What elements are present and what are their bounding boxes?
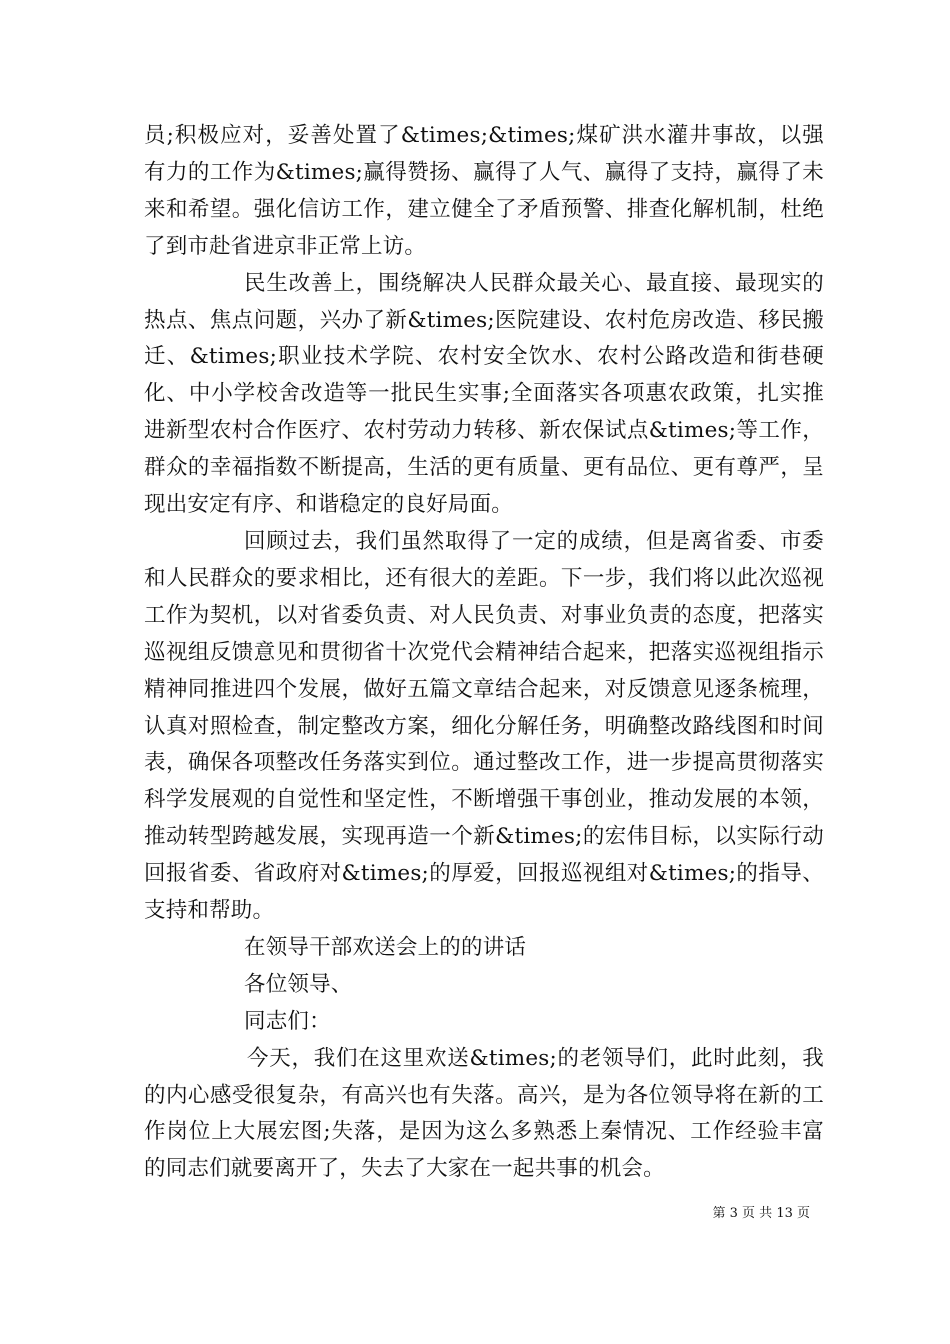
paragraph-2: 民生改善上，围绕解决人民群众最关心、最直接、最现实的热点、焦点问题，兴办了新&times;医院建设、农村危房改造、移民搬迁、&times;职业技术学院、农村安全饮水、农村公路改造和街巷硬化、中小学校舍改造等一批民生实事;全面落实各项惠农政策，扎实推进新型农村合作医疗、农村劳动力转移、新农保试点&times;等工作，群众的幸福指数不断提高，生活的更有质量、更有品位、更有尊严，呈现出安定有序、和谐稳定的良好局面。 [144,270,824,518]
speech-title: 在领导干部欢送会上的的讲话 [244,934,527,960]
paragraph-1: 员;积极应对，妥善处置了&times;&times;煤矿洪水灌井事故，以强有力的工作为&times;赢得赞扬、赢得了人气、赢得了支持，赢得了未来和希望。强化信访工作，建立健全了矛盾预警、排查化解机制，杜绝了到市赴省进京非正常上访。 [144,123,824,259]
paragraph-3: 回顾过去，我们虽然取得了一定的成绩，但是离省委、市委和人民群众的要求相比，还有很大的差距。下一步，我们将以此次巡视工作为契机，以对省委负责、对人民负责、对事业负责的态度，把落实巡视组反馈意见和贯彻省十次党代会精神结合起来，把落实巡视组指示精神同推进四个发展，做好五篇文章结合起来，对反馈意见逐条梳理，认真对照检查，制定整改方案，细化分解任务，明确整改路线图和时间表，确保各项整改任务落实到位。通过整改工作，进一步提高贯彻落实科学发展观的自觉性和坚定性，不断增强干事创业，推动发展的本领，推动转型跨越发展，实现再造一个新&times;的宏伟目标，以实际行动回报省委、省政府对&times;的厚爱，回报巡视组对&times;的指导、支持和帮助。 [144,528,824,924]
salutation-comrades: 同志们： [244,1008,331,1034]
salutation-leaders: 各位领导、 [244,971,353,997]
page-number: 第 3 页 共 13 页 [712,1206,810,1221]
paragraph-closing: 今天，我们在这里欢送&times;的老领导们，此时此刻，我的内心感受很复杂，有高兴也有失落。高兴，是为各位领导将在新的工作岗位上大展宏图;失落，是因为这么多熟悉上秦情况、工作经验丰富的同志们就要离开了，失去了大家在一起共事的机会。 [144,1045,824,1182]
document-body [144,118,824,1188]
